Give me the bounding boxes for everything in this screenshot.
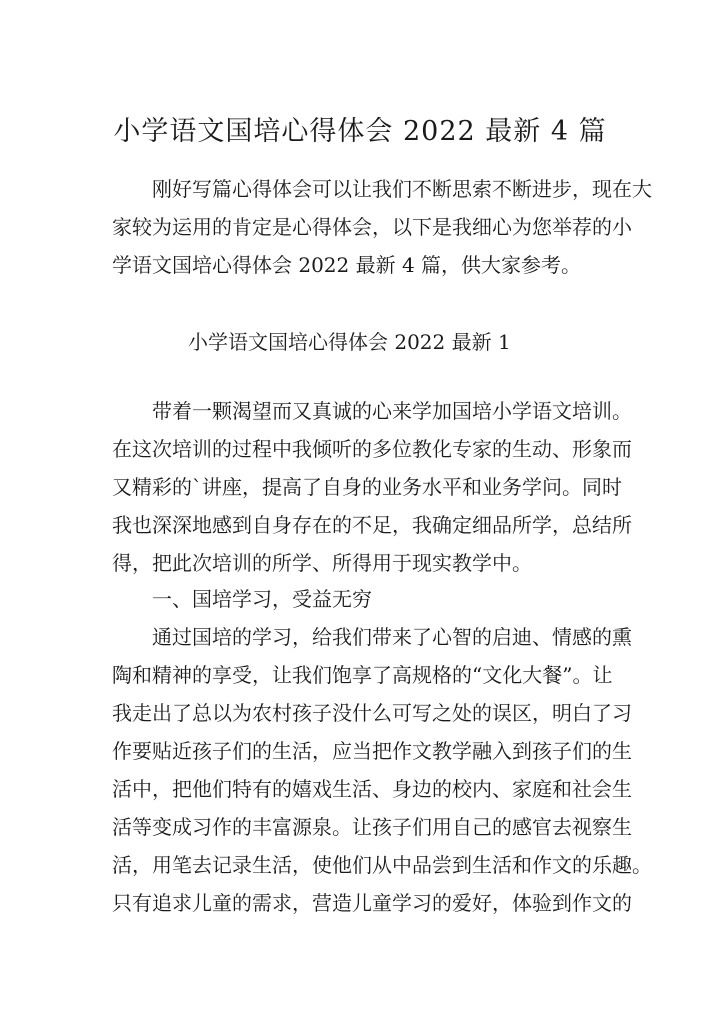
intro-line: 学语文国培心得体会 2022 最新 4 篇，供大家参考。 — [112, 253, 582, 277]
body-paragraph — [112, 392, 632, 582]
intro-paragraph — [112, 170, 652, 284]
intro-line: 刚好写篇心得体会可以让我们不断思索不断进步，现在大 — [152, 177, 652, 201]
section-heading: 一、国培学习，受益无穷 — [152, 587, 372, 611]
paragraph-line: 作要贴近孩子们的生活，应当把作文教学融入到孩子们的生 — [112, 739, 632, 763]
paragraph-line: 又精彩的`讲座，提高了自身的业务水平和业务学问。同时 — [112, 475, 622, 499]
paragraph-line: 活等变成习作的丰富源泉。让孩子们用自己的感官去视察生 — [112, 815, 632, 839]
paragraph-line: 陶和精神的享受，让我们饱享了高规格的“文化大餐”。让 — [112, 663, 613, 687]
section-title: 小学语文国培心得体会 2022 最新 1 — [188, 330, 511, 354]
body-section — [112, 580, 652, 922]
paragraph-line: 我也深深地感到自身存在的不足，我确定细品所学，总结所 — [112, 513, 632, 537]
paragraph-line: 得，把此次培训的所学、所得用于现实教学中。 — [112, 551, 532, 575]
paragraph-line: 活，用笔去记录生活，使他们从中品尝到生活和作文的乐趣。 — [112, 853, 652, 877]
paragraph-line: 只有追求儿童的需求，营造儿童学习的爱好，体验到作文的 — [112, 891, 632, 915]
paragraph-line: 我走出了总以为农村孩子没什么可写之处的误区，明白了习 — [112, 701, 632, 725]
paragraph-line: 在这次培训的过程中我倾听的多位教化专家的生动、形象而 — [112, 437, 632, 461]
intro-line: 家较为运用的肯定是心得体会，以下是我细心为您举荐的小 — [112, 215, 632, 239]
paragraph-line: 活中，把他们特有的嬉戏生活、身边的校内、家庭和社会生 — [112, 777, 632, 801]
paragraph-line: 通过国培的学习，给我们带来了心智的启迪、情感的熏 — [152, 625, 632, 649]
paragraph-line: 带着一颗渴望而又真诚的心来学加国培小学语文培训。 — [152, 399, 632, 423]
document-title: 小学语文国培心得体会 2022 最新 4 篇 — [113, 116, 607, 147]
